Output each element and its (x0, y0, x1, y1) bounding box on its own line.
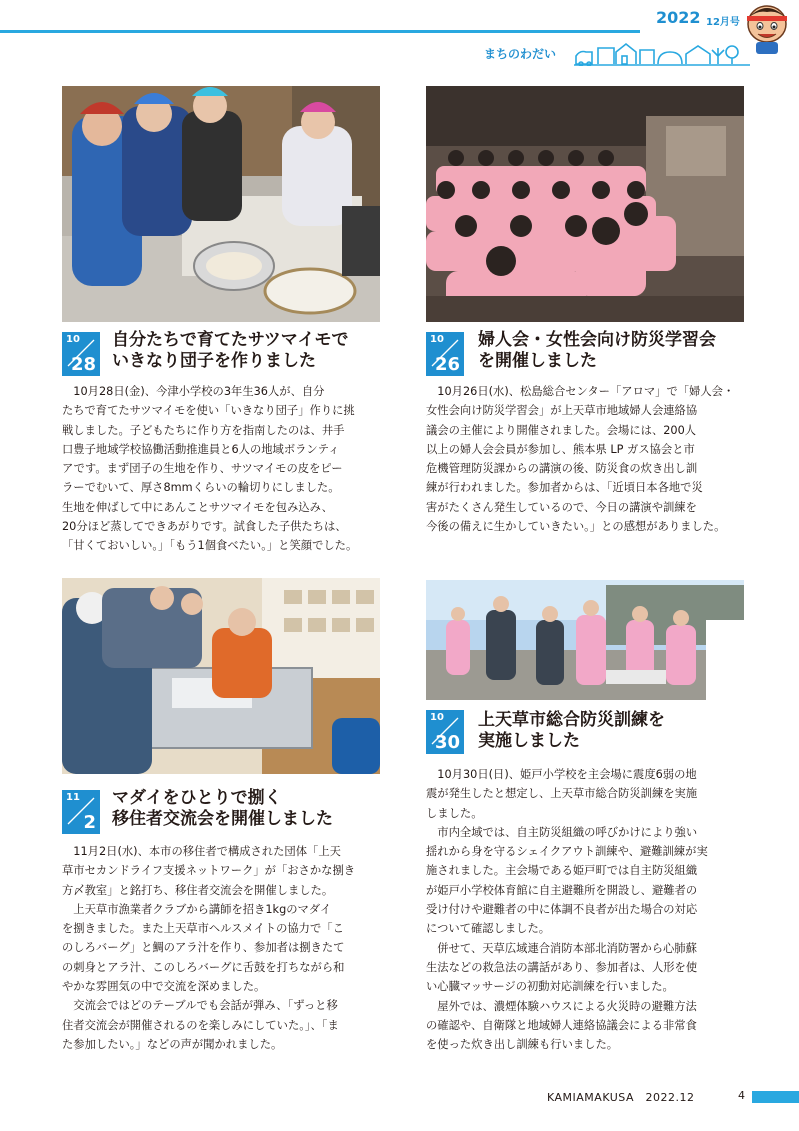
footer-bar (752, 1091, 799, 1103)
body-line: 受け付けや避難者の中に体調不良者が出た場合の対応 (426, 903, 698, 917)
photo-dango-cooking (62, 86, 380, 322)
date-badge (62, 332, 100, 376)
body-line: た参加したい。」などの声が聞かれました。 (62, 1037, 283, 1051)
title-line: 婦人会・女性会向け防災学習会 (478, 330, 716, 350)
photo-fish-class (62, 578, 380, 774)
body-line: 女性会向け防災学習会」が上天草市地域婦人会連絡協 (426, 404, 698, 418)
date-month: 10 (430, 334, 444, 345)
date-day: 30 (434, 732, 460, 753)
title-line: 上天草市総合防災訓練を (478, 710, 665, 730)
body-line: 口豊子地域学校協働活動推進員と6人の地域ボランティ (62, 442, 340, 456)
body-line: 震が発生したと想定し、上天草市総合防災訓練を実施 (426, 787, 698, 801)
date-month: 11 (66, 792, 80, 803)
article-title (478, 330, 716, 372)
article-body (426, 382, 734, 536)
body-line: 以上の婦人会会員が参加し、熊本県 LP ガス協会と市 (426, 442, 695, 456)
body-line: 練が行われました。参加者からは、「近頃日本各地で災 (426, 481, 703, 495)
body-line: い心臓マッサージの初動対応訓練を行いました。 (426, 980, 674, 994)
photo-disaster-drill (426, 580, 744, 700)
body-line: ラーでむいて、厚さ8mmくらいの輪切りにしました。 (62, 481, 340, 495)
body-line: のしろバーグ」と鯛のアラ汁を作り、参加者は捌きたて (62, 941, 345, 955)
title-line: 実施しました (478, 731, 580, 751)
town-houses-icon (574, 36, 750, 66)
body-line: 危機管理防災課からの講演の後、防災食の炊き出し訓 (426, 462, 698, 476)
date-badge (426, 710, 464, 754)
date-badge (62, 790, 100, 834)
title-line: いきなり団子を作りました (112, 351, 316, 371)
body-line: を捌きました。また上天草市ヘルスメイトの協力で「こ (62, 922, 344, 936)
body-line: 揺れから身を守るシェイクアウト訓練や、避難訓練が実 (426, 845, 708, 859)
article-body (426, 765, 708, 1054)
body-line: 戦しました。子どもたちに作り方を指南したのは、井手 (62, 423, 345, 437)
body-line: 市内全域では、自主防災組織の呼びかけにより強い (437, 825, 698, 839)
photo-disaster-seminar (426, 86, 744, 322)
body-line: しました。 (426, 806, 483, 820)
article-title (112, 330, 348, 372)
body-line: やかな雰囲気の中で交流を深めました。 (62, 980, 266, 994)
body-line: を使った炊き出し訓練も行いました。 (426, 1038, 619, 1052)
body-line: 施されました。主会場である姫戸町では自主防災組織 (426, 864, 698, 878)
title-line: を開催しました (478, 351, 597, 371)
body-line: 上天草市漁業者クラブから講師を招き1kgのマダイ (73, 902, 332, 916)
date-month: 10 (66, 334, 80, 345)
date-month: 10 (430, 712, 444, 723)
article-title (112, 788, 333, 830)
body-line: 住者交流会が開催されるのを楽しみにしていた。」、「ま (62, 1018, 339, 1032)
title-line: 移住者交流会を開催しました (112, 809, 333, 829)
body-line: アです。まず団子の生地を作り、サツマイモの皮をピー (62, 462, 343, 476)
section-label: まちのわだい (484, 47, 557, 61)
body-line: の確認や、自衛隊と地域婦人連絡協議会による非常食 (426, 1018, 697, 1032)
date-day: 26 (434, 354, 460, 375)
body-line: 生法などの救急法の講話があり、参加者は、人形を使 (426, 960, 698, 974)
body-line: について確認しました。 (426, 922, 551, 936)
issue-year: 2022 (656, 8, 701, 27)
body-line: 生地を伸ばして中にあんことサツマイモを包み込み、 (62, 500, 333, 514)
header-rule (0, 30, 640, 33)
date-day: 2 (83, 812, 96, 833)
article-body (62, 842, 355, 1054)
issue-month: 12月号 (706, 17, 740, 28)
body-line: の刺身とアラ汁、このしろバーグに舌鼓を打ちながら和 (62, 960, 345, 974)
body-line: 方〆教室」と銘打ち、移住者交流会を開催しました。 (62, 883, 334, 897)
title-line: マダイをひとりで捌く (112, 788, 282, 808)
body-line: 11月2日(水)、本市の移住者で構成された団体「上天 (73, 845, 341, 858)
body-line: たちで育てたサツマイモを使い「いきなり団子」作りに挑 (62, 404, 355, 418)
article-title (478, 710, 665, 752)
date-day: 28 (70, 354, 96, 375)
page-number: 4 (738, 1089, 745, 1102)
body-line: 害がたくさん発生しているので、今日の講演や訓練を (426, 500, 697, 514)
body-line: 今後の備えに生かしていきたい。」との感想がありました。 (426, 520, 726, 534)
body-line: 屋外では、濃煙体験ハウスによる火災時の避難方法 (437, 999, 697, 1013)
body-line: 併せて、天草広域連合消防本部北消防署から心肺蘇 (437, 941, 697, 955)
body-line: 10月28日(金)、今津小学校の3年生36人が、自分 (73, 385, 325, 398)
body-line: 交流会ではどのテーブルでも会話が弾み、「ずっと移 (73, 999, 338, 1013)
body-line: 20分ほど蒸してできあがりです。試食した子供たちは、 (62, 520, 347, 534)
article-body (62, 382, 357, 556)
body-line: が姫戸小学校体育館に自主避難所を開設し、避難者の (426, 883, 698, 897)
footer-label: KAMIAMAKUSA 2022.12 (547, 1091, 695, 1104)
date-badge (426, 332, 464, 376)
body-line: 「甘くておいしい。」「もう1個食べたい。」と笑顔でした。 (62, 539, 358, 553)
body-line: 議会の主催により開催されました。会場には、200人 (426, 423, 697, 437)
title-line: 自分たちで育てたサツマイモで (112, 330, 349, 350)
body-line: 10月30日(日)、姫戸小学校を主会場に震度6弱の地 (437, 768, 697, 781)
body-line: 10月26日(水)、松島総合センター「アロマ」で「婦人会・ (437, 385, 735, 398)
body-line: 草市セカンドライフ支援ネットワーク」が「おさかな捌き (62, 864, 356, 878)
